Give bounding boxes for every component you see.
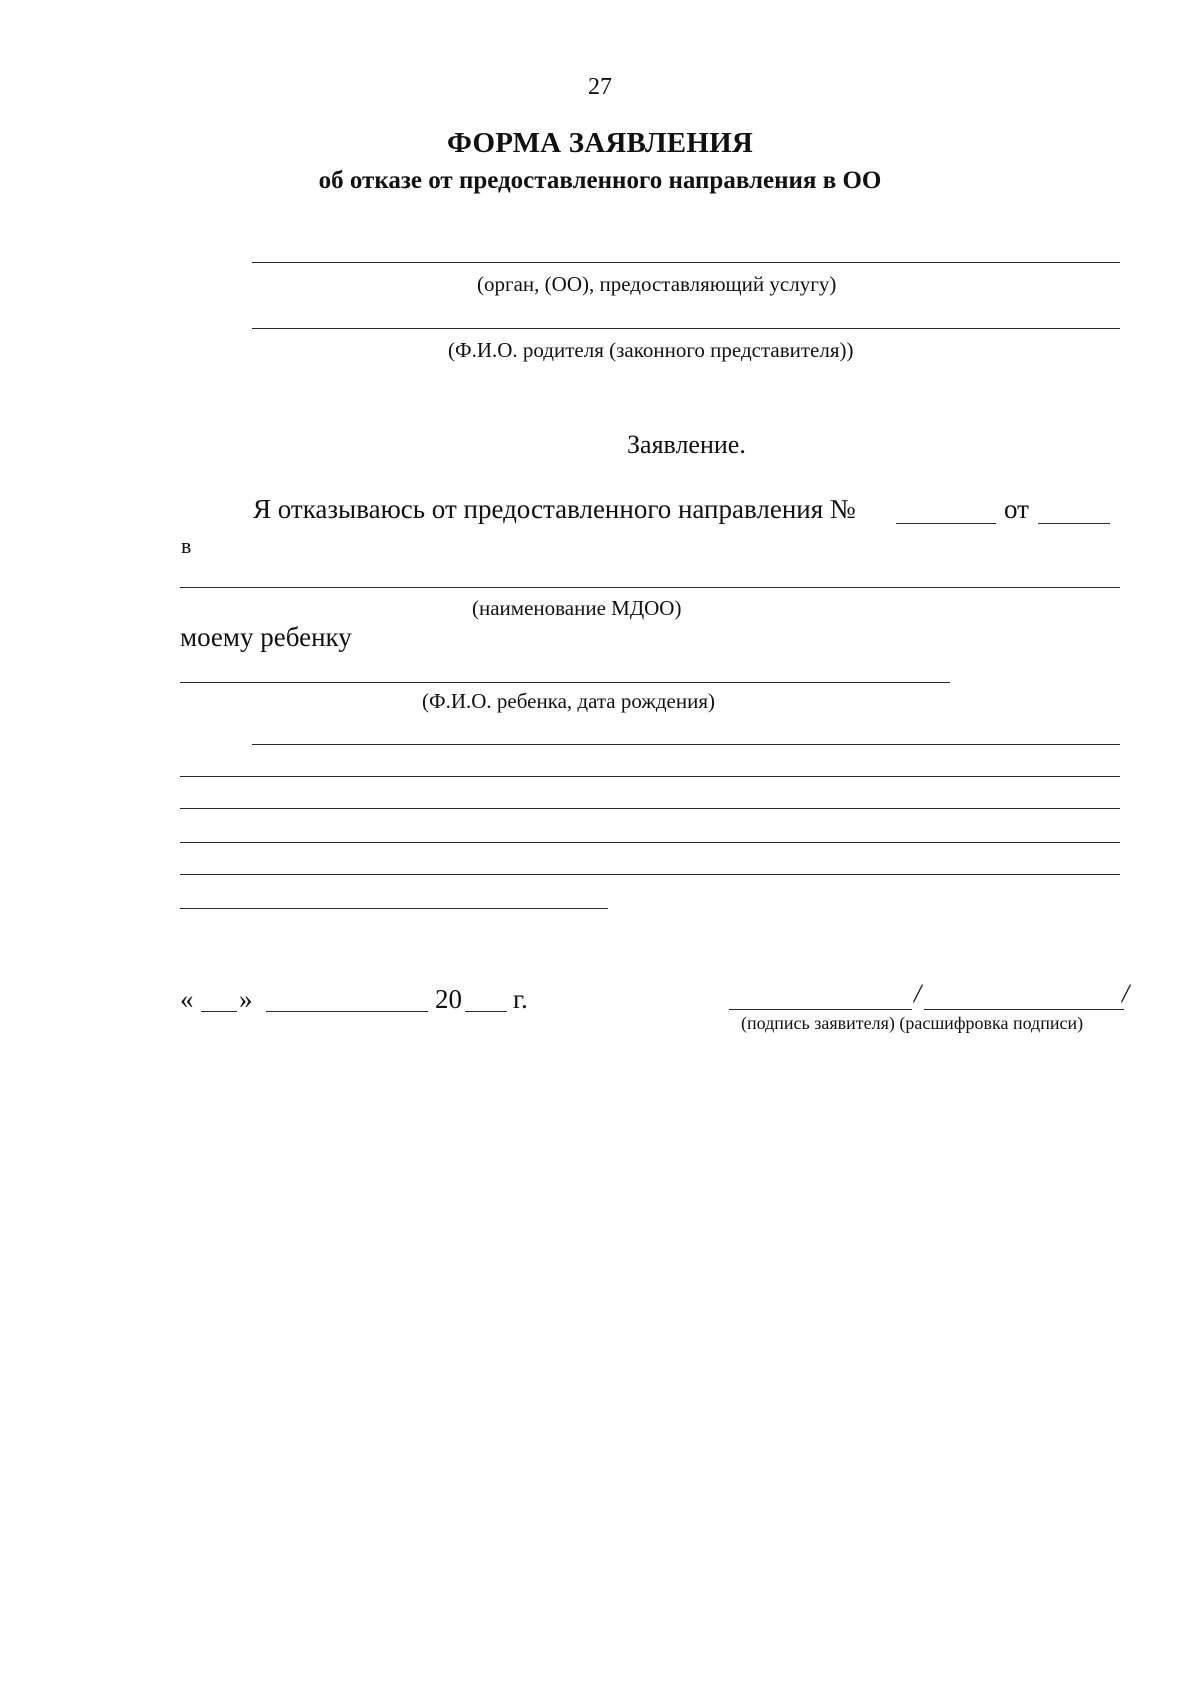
form-title: ФОРМА ЗАЯВЛЕНИЯ — [447, 127, 753, 159]
text-line[interactable] — [180, 808, 1120, 809]
day-field[interactable] — [201, 1011, 237, 1012]
date-open-quote: « — [180, 984, 194, 1014]
year-suffix: г. — [513, 984, 528, 1014]
organ-field-line[interactable] — [252, 262, 1120, 263]
signature-end-slash: / — [1122, 979, 1130, 1008]
child-field-line[interactable] — [180, 682, 950, 683]
month-field[interactable] — [266, 1011, 428, 1012]
signature-decoding-field[interactable] — [924, 1009, 1124, 1010]
mdoo-field-line[interactable] — [180, 587, 1120, 588]
parent-field-line[interactable] — [252, 328, 1120, 329]
date-close-quote: » — [239, 984, 253, 1014]
text-line[interactable] — [252, 744, 1120, 745]
child-label: моему ребенку — [180, 622, 352, 652]
year-field[interactable] — [465, 1011, 507, 1012]
referral-number-field[interactable] — [896, 523, 996, 524]
text-line[interactable] — [180, 908, 608, 909]
text-line[interactable] — [180, 776, 1120, 777]
referral-date-field[interactable] — [1038, 523, 1110, 524]
in-label: в — [181, 533, 192, 558]
year-prefix: 20 — [435, 984, 462, 1014]
child-caption: (Ф.И.О. ребенка, дата рождения) — [422, 689, 715, 713]
refusal-text: Я отказываюсь от предоставленного направления № — [253, 494, 856, 524]
form-subtitle: об отказе от предоставленного направления в ОО — [318, 167, 882, 194]
statement-heading: Заявление. — [627, 430, 746, 459]
text-line[interactable] — [180, 874, 1120, 875]
page-number: 27 — [588, 74, 612, 100]
parent-field-caption: (Ф.И.О. родителя (законного представителя)) — [448, 338, 854, 362]
text-line[interactable] — [180, 842, 1120, 843]
signature-field[interactable] — [729, 1009, 912, 1010]
organ-field-caption: (орган, (ОО), предоставляющий услугу) — [477, 272, 837, 296]
signature-caption: (подпись заявителя) (расшифровка подписи) — [741, 1013, 1084, 1033]
mdoo-caption: (наименование МДОО) — [472, 596, 682, 620]
signature-slash: / — [914, 979, 922, 1008]
from-label: от — [1004, 494, 1029, 524]
